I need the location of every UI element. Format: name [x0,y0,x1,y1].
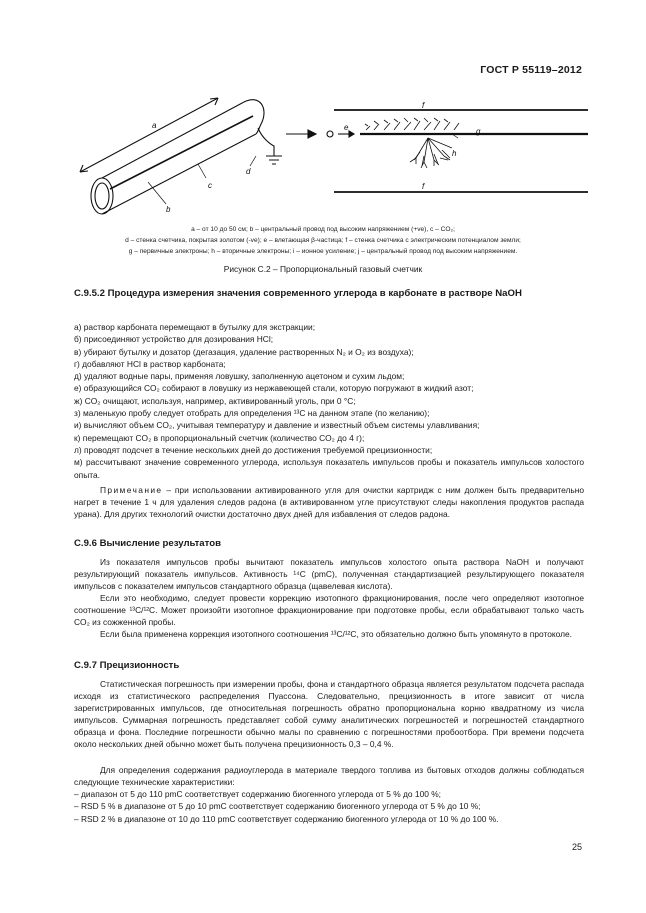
paragraph: Из показателя импульсов пробы вычитают показатель импульсов холостого опыта раствора NaOH и получают результирующий показатель импульсов. Активность ¹⁴C (pmC), полученная стандартизацией результирующего показателя импульсов с показателем импульсов стандартного образца (щавелевая кислота). [74,557,584,592]
document-id: ГОСТ Р 55119–2012 [480,64,582,76]
ground-wire [258,128,274,156]
section-heading-c952: С.9.5.2 Процедура измерения значения современного углерода в карбонате в растворе NaOH [74,288,522,299]
paragraph: Для определения содержания радиоуглерода в материале твердого топлива из бытовых отходов должны соблюдаться следующие технические характеристики: [74,765,584,788]
list-item: г) добавляют HCl в раствор карбоната; [74,358,226,369]
label-f-bottom: f [422,182,425,191]
paragraph: Статистическая погрешность при измерении пробы, фона и стандартного образца является результатом подсчета распада исходя из статистического распределения Пуассона. Следовательно, прецизионность в итоге зависит от числа зарегистрированных импульсов, где относительная погрешность обратно пропорциональна корню квадратному из числа импульсов. Суммарная погрешность представляет собой сумму аналитических погрешностей и погрешностей стандартного образца и фона. Последние погрешности обычно малы по сравнению с погрешностями пробоотбора. При времени подсчета около нескольких дней обычно может быть получена прецизионность 0,3 – 0,4 %. [74,679,584,750]
list-item: к) перемещают CO₂ в пропорциональный счетчик (количество CO₂ до 4 г); [74,432,365,443]
central-wire [110,116,253,189]
proportional-counter-figure [48,86,596,218]
section-heading-c97: С.9.7 Прецизионность [74,660,180,671]
label-d: d [246,167,251,176]
label-g: g [476,127,481,136]
note-paragraph [74,484,584,520]
legend-line: g – первичные электроны; h – вторичные электроны; i – ионное усиление; j – центральный провод под высоким напряжением. [128,248,518,255]
label-e: e [344,123,349,132]
list-item: – диапазон от 5 до 110 pmC соответствует содержанию биогенного углерода от 5 % до 100 %; [74,789,441,799]
list-item: д) удаляют водные пары, применяя ловушку, заполненную ацетоном и сухим льдом; [74,371,405,382]
list-item: б) присоединяют устройство для дозирования HCl; [74,334,274,345]
note-label: Примечание [100,485,163,495]
electron-avalanche [410,138,452,168]
paragraph: Если это необходимо, следует провести коррекцию изотопного фракционирования, после чего определяют изотопное соотношение ¹³C/¹²C. Может произойти изотопное фракционирование при подготовке пробы, если обрабатывают только часть CO₂ из сожженной пробы. [74,593,584,628]
list-item: и) вычисляют объем CO₂, учитывая температуру и давление и известный объем системы улавливания; [74,420,480,431]
figure-legend [46,224,600,257]
label-a: a [152,121,157,130]
label-f: f [422,101,425,110]
list-item: з) маленькую пробу следует отобрать для определения ¹³С на данном этапе (по желанию); [74,408,430,419]
cylinder-back-end [244,100,264,134]
list-item: л) проводят подсчет в течение нескольких дней до достижения требуемой прецизионности; [74,444,433,455]
list-item: – RSD 2 % в диапазоне от 10 до 110 pmC соответствует содержанию биогенного углерода от 10 % до 100 %. [74,813,499,824]
section-heading-c96: С.9.6 Вычисление результатов [74,538,221,549]
list-item: а) раствор карбоната перемещают в бутылку для экстракции; [74,322,316,332]
page-number: 25 [571,842,582,852]
label-b: b [166,205,171,214]
procedure-list [74,321,584,481]
length-arrow [80,98,218,172]
list-item: в) убирают бутылку и дозатор (дегазация, удаление растворенных N₂ и O₂ из воздуха); [74,346,414,357]
legend-line: a – от 10 до 50 см; b – центральный провод под высоким напряжением (+ve), c – CO₂; [191,226,455,233]
note-text: – при использовании активированного угля для очистки картридж с ним должен быть предварительно нагрет в течение 1 ч для удаления следов радона (в активированном угле присутствуют следы накопления продуктов распада урана). Для других технологий очистки достаточно двух дней для избавления от следов радона. [74,485,584,520]
cylinder-bottom-edge [102,134,256,214]
legend-line: d – стенка счетчика, покрытая золотом (-ve); e – влетающая β-частица; f – стенка счетчика с электрическим потенциалом земли; [125,237,521,244]
cylinder-top-edge [102,102,244,178]
label-c: c [208,181,212,190]
list-item: ж) CO₂ очищают, используя, например, активированный уголь, при 0 °С; [74,395,356,406]
ground-icon [266,156,282,164]
list-item: м) рассчитывают значение современного углерода, используя показатель импульсов пробы и показатель импульсов холостого опыта. [74,457,584,480]
figure-caption: Рисунок С.2 – Пропорциональный газовый счетчик [223,264,423,274]
beta-particle [327,131,333,137]
paragraph: Если была применена коррекция изотопного соотношения ¹³C/¹²C, это обязательно должно быть упомянуто в протоколе. [100,629,572,639]
cylinder-inner-end [95,183,109,209]
label-h: h [452,149,457,158]
list-item: е) образующийся CO₂ собирают в ловушку из нержавеющей стали, которую погружают в жидкий азот; [74,383,474,394]
requirements-list [74,788,584,825]
list-item: – RSD 5 % в диапазоне от 5 до 10 pmC соответствует содержанию биогенного углерода от 5 % до 10 %; [74,801,481,812]
